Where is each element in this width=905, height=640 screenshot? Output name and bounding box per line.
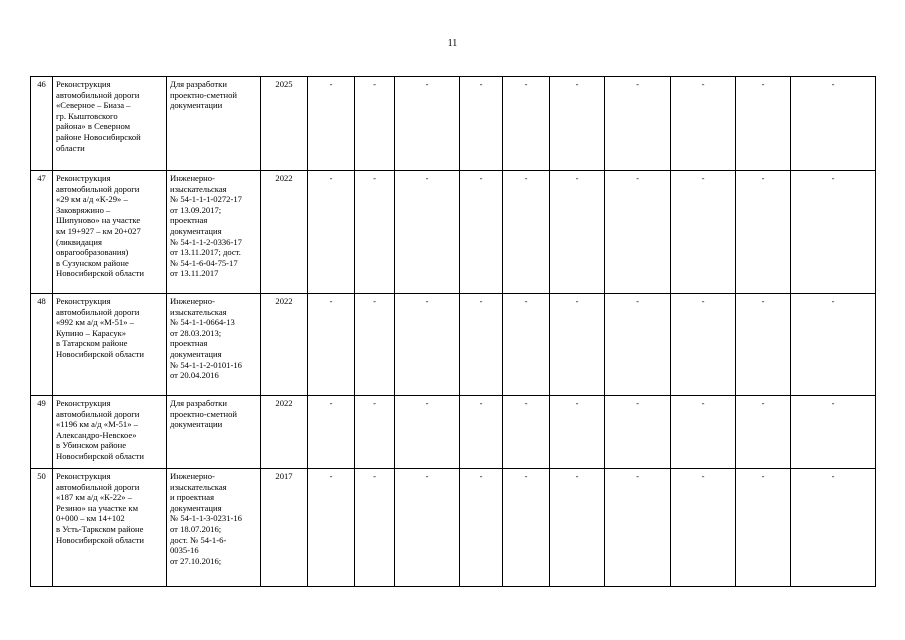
value-cell-text: - <box>575 79 579 89</box>
row-number <box>31 396 53 469</box>
value-cell <box>550 77 605 171</box>
value-cell <box>736 469 791 587</box>
object-name-text: Реконструкция автомобильной дороги «29 км а/д «К-29» – Заковряжино – Шипуново» на участке км 19+927 – км 20+027 (ликвидация оврагообразования) в Сузунском районе Новосибирской области <box>56 173 145 279</box>
value-cell-text: - <box>373 296 376 306</box>
value-cell <box>736 294 791 396</box>
value-cell-text: - <box>479 173 483 183</box>
table-row <box>31 171 876 294</box>
table-row <box>31 77 876 171</box>
value-cell-text: - <box>831 296 835 306</box>
value-cell-text: - <box>425 296 429 306</box>
value-cell <box>605 77 671 171</box>
documentation-text: Для разработки проектно-сметной документации <box>170 398 238 430</box>
value-cell <box>395 294 460 396</box>
value-cell-text: - <box>479 471 483 481</box>
value-cell <box>736 77 791 171</box>
value-cell <box>671 171 736 294</box>
object-name-text: Реконструкция автомобильной дороги «1196 км а/д «М-51» – Александро-Невское» в Убинском районе Новосибирской области <box>56 398 145 461</box>
value-cell <box>550 396 605 469</box>
value-cell-text: - <box>329 471 333 481</box>
value-cell <box>605 171 671 294</box>
value-cell-text: - <box>701 296 705 306</box>
value-cell-text: - <box>831 471 835 481</box>
documentation <box>167 171 261 294</box>
value-cell-text: - <box>831 79 835 89</box>
value-cell <box>460 469 503 587</box>
object-name-text: Реконструкция автомобильной дороги «187 км а/д «К-22» – Резино» на участке км 0+000 – км 14+102 в Усть-Таркском районе Новосибирской области <box>56 471 145 545</box>
value-cell-text: - <box>479 296 483 306</box>
object-name <box>53 171 167 294</box>
year <box>261 396 308 469</box>
year-text: 2025 <box>275 79 293 89</box>
value-cell-text: - <box>761 296 765 306</box>
documentation-text: Инженерно- изыскательская № 54-1-1-0664-13 от 28.03.2013; проектная документация № 54-1-1-2-0101-16 от 20.04.2016 <box>170 296 242 381</box>
year <box>261 294 308 396</box>
value-cell <box>308 77 355 171</box>
value-cell-text: - <box>701 79 705 89</box>
row-number-text: 47 <box>37 173 46 183</box>
value-cell <box>355 77 395 171</box>
object-name <box>53 77 167 171</box>
value-cell-text: - <box>425 398 429 408</box>
value-cell-text: - <box>575 398 579 408</box>
value-cell-text: - <box>425 79 429 89</box>
value-cell <box>355 396 395 469</box>
table-row <box>31 294 876 396</box>
value-cell <box>671 77 736 171</box>
value-cell <box>503 77 550 171</box>
documentation <box>167 469 261 587</box>
row-number <box>31 294 53 396</box>
value-cell <box>355 171 395 294</box>
value-cell <box>395 77 460 171</box>
value-cell-text: - <box>373 398 376 408</box>
value-cell <box>503 294 550 396</box>
value-cell-text: - <box>479 398 483 408</box>
object-name <box>53 294 167 396</box>
value-cell <box>791 171 876 294</box>
value-cell <box>308 396 355 469</box>
value-cell <box>550 294 605 396</box>
value-cell-text: - <box>831 173 835 183</box>
object-name-text: Реконструкция автомобильной дороги «Северное – Биаза – гр. Кыштовского района» в Северном районе Новосибирской области <box>56 79 141 153</box>
year <box>261 171 308 294</box>
value-cell-text: - <box>373 471 376 481</box>
row-number-text: 49 <box>37 398 46 408</box>
value-cell-text: - <box>425 471 429 481</box>
value-cell-text: - <box>479 79 483 89</box>
value-cell <box>395 469 460 587</box>
value-cell <box>308 469 355 587</box>
value-cell-text: - <box>329 173 333 183</box>
row-number-text: 50 <box>37 471 46 481</box>
year-text: 2022 <box>275 296 293 306</box>
page-number: 11 <box>447 38 458 49</box>
value-cell-text: - <box>761 173 765 183</box>
value-cell <box>791 294 876 396</box>
row-number <box>31 171 53 294</box>
value-cell-text: - <box>524 79 528 89</box>
value-cell-text: - <box>524 296 528 306</box>
value-cell <box>503 396 550 469</box>
value-cell <box>791 396 876 469</box>
value-cell <box>503 171 550 294</box>
value-cell-text: - <box>373 79 376 89</box>
value-cell <box>460 294 503 396</box>
value-cell <box>355 469 395 587</box>
value-cell-text: - <box>636 79 639 89</box>
value-cell-text: - <box>636 296 639 306</box>
value-cell-text: - <box>524 173 528 183</box>
row-number <box>31 469 53 587</box>
row-number-text: 48 <box>37 296 46 306</box>
value-cell <box>460 396 503 469</box>
year-text: 2022 <box>275 173 293 183</box>
value-cell-text: - <box>575 173 579 183</box>
value-cell-text: - <box>524 471 528 481</box>
value-cell <box>550 469 605 587</box>
value-cell-text: - <box>575 296 579 306</box>
year <box>261 77 308 171</box>
value-cell <box>736 171 791 294</box>
value-cell <box>605 396 671 469</box>
documentation-text: Для разработки проектно-сметной документации <box>170 79 238 111</box>
documentation <box>167 294 261 396</box>
value-cell <box>395 171 460 294</box>
value-cell-text: - <box>761 79 765 89</box>
value-cell <box>671 294 736 396</box>
value-cell-text: - <box>761 398 765 408</box>
value-cell-text: - <box>701 398 705 408</box>
value-cell-text: - <box>425 173 429 183</box>
value-cell-text: - <box>636 173 639 183</box>
value-cell-text: - <box>524 398 528 408</box>
value-cell-text: - <box>575 471 579 481</box>
row-number-text: 46 <box>37 79 46 89</box>
value-cell-text: - <box>831 398 835 408</box>
object-name-text: Реконструкция автомобильной дороги «992 км а/д «М-51» – Купино – Карасук» в Татарском районе Новосибирской области <box>56 296 145 359</box>
table-row <box>31 469 876 587</box>
value-cell <box>550 171 605 294</box>
value-cell <box>605 294 671 396</box>
year-text: 2022 <box>275 398 293 408</box>
object-name <box>53 396 167 469</box>
value-cell-text: - <box>329 296 333 306</box>
value-cell-text: - <box>329 398 333 408</box>
value-cell-text: - <box>761 471 765 481</box>
value-cell <box>460 77 503 171</box>
documentation-text: Инженерно- изыскательская № 54-1-1-1-0272-17 от 13.09.2017; проектная документация № 54-1-1-2-0336-17 от 13.11.2017; дост. № 54-1-6-04-75-17 от 13.11.2017 <box>170 173 242 279</box>
value-cell <box>671 469 736 587</box>
value-cell-text: - <box>636 398 639 408</box>
value-cell <box>605 469 671 587</box>
value-cell-text: - <box>701 173 705 183</box>
value-cell <box>355 294 395 396</box>
documentation <box>167 77 261 171</box>
value-cell-text: - <box>329 79 333 89</box>
documentation <box>167 396 261 469</box>
value-cell <box>308 294 355 396</box>
object-name <box>53 469 167 587</box>
value-cell <box>736 396 791 469</box>
value-cell <box>503 469 550 587</box>
table-row <box>31 396 876 469</box>
year <box>261 469 308 587</box>
row-number <box>31 77 53 171</box>
value-cell <box>395 396 460 469</box>
value-cell <box>308 171 355 294</box>
documentation-text: Инженерно- изыскательская и проектная документация № 54-1-1-3-0231-16 от 18.07.2016; дост. № 54-1-6- 0035-16 от 27.10.2016; <box>170 471 242 566</box>
road-projects-table <box>30 76 876 587</box>
year-text: 2017 <box>275 471 293 481</box>
value-cell <box>671 396 736 469</box>
value-cell <box>791 77 876 171</box>
value-cell <box>791 469 876 587</box>
value-cell <box>460 171 503 294</box>
value-cell-text: - <box>701 471 705 481</box>
value-cell-text: - <box>636 471 639 481</box>
value-cell-text: - <box>373 173 376 183</box>
